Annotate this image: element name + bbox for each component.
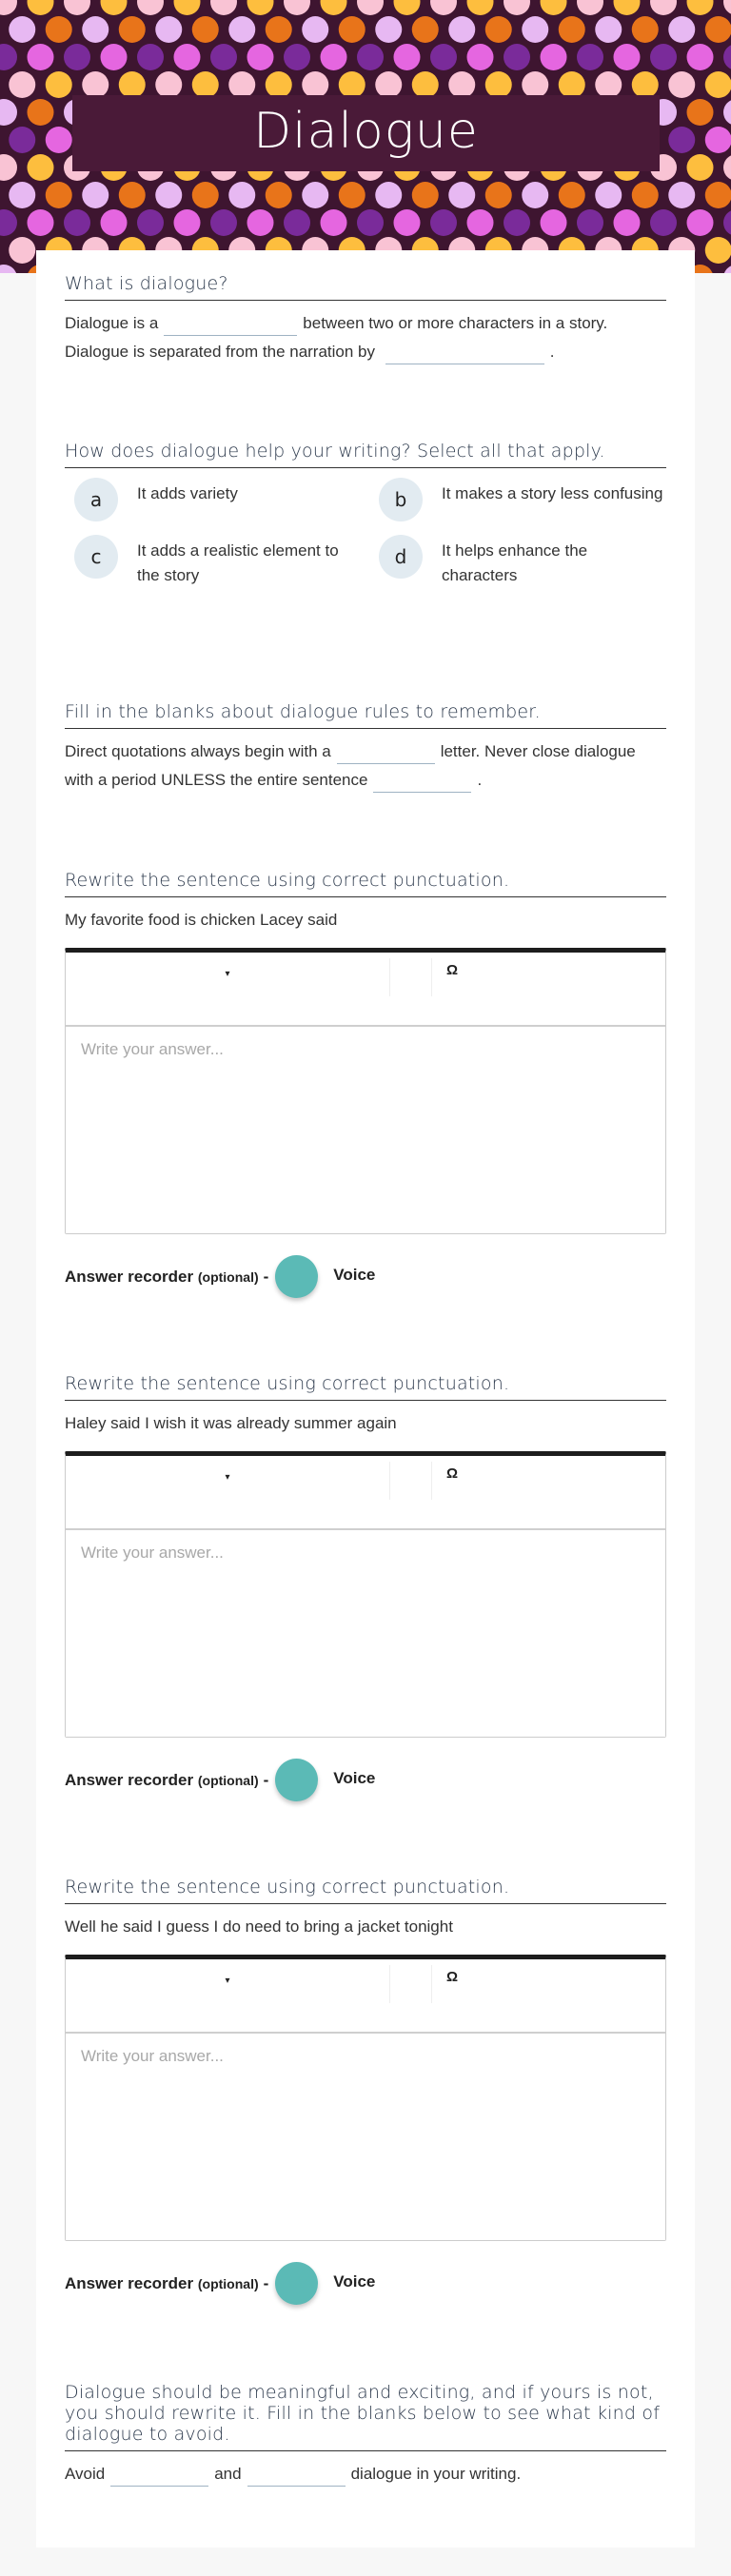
blank-input-2[interactable] — [373, 772, 471, 793]
recorder-dash: - — [263, 1267, 269, 1286]
special-character-icon[interactable]: Ω — [446, 1465, 459, 1482]
option-label: It helps enhance the characters — [442, 541, 588, 584]
section-heading: Rewrite the sentence using correct punctuation. — [65, 1373, 666, 1401]
chevron-down-icon: ▾ — [225, 969, 230, 979]
section-dialogue-rules — [65, 701, 666, 795]
blank-input-1[interactable] — [337, 743, 435, 764]
answer-input[interactable] — [66, 2034, 665, 2240]
option-letter: c — [74, 535, 118, 579]
text-part: between two or more characters in a story. Dialogue is separated from the narration by — [65, 314, 608, 361]
record-voice-button[interactable] — [275, 2262, 318, 2305]
option-label: It adds a realistic element to the story — [137, 541, 339, 584]
title-box — [72, 95, 660, 171]
option-label: It makes a story less confusing — [442, 484, 663, 502]
answer-area — [66, 1027, 665, 1233]
options-grid — [65, 482, 666, 588]
prompt-sentence: Well he said I guess I do need to bring a jacket tonight — [65, 1917, 453, 1936]
format-dropdown[interactable] — [66, 953, 389, 995]
special-character-icon[interactable]: Ω — [446, 1969, 459, 1985]
optional-tag: (optional) — [197, 1268, 259, 1285]
voice-label: Voice — [333, 1768, 376, 1787]
prompt-sentence: Haley said I wish it was already summer again — [65, 1414, 397, 1432]
recorder-label-text: Answer recorder — [65, 1770, 194, 1789]
recorder-label — [65, 2274, 259, 2293]
voice-label: Voice — [333, 1265, 376, 1284]
answer-input[interactable] — [66, 1027, 665, 1233]
worksheet-card — [36, 250, 695, 2547]
toolbar-separator — [389, 1965, 432, 2003]
toolbar-separator — [389, 1462, 432, 1500]
rich-text-editor — [65, 948, 666, 1234]
text-part: . — [549, 343, 555, 361]
answer-recorder — [65, 1255, 666, 1298]
option-letter: a — [74, 478, 118, 521]
section-dialogue-help — [65, 441, 666, 588]
answer-area — [66, 1530, 665, 1737]
section-heading: Fill in the blanks about dialogue rules to remember. — [65, 701, 666, 729]
answer-recorder — [65, 2262, 666, 2305]
editor-toolbar — [66, 1456, 665, 1530]
record-voice-button[interactable] — [275, 1759, 318, 1801]
optional-tag: (optional) — [197, 2275, 259, 2291]
blank-input-2[interactable] — [247, 2466, 346, 2487]
text-part: Dialogue is a — [65, 314, 159, 332]
section-dialogue-to-avoid — [65, 2382, 666, 2488]
answer-input[interactable] — [66, 1530, 665, 1737]
page-title: Dialogue — [253, 103, 479, 160]
section-rewrite-1 — [65, 870, 666, 1298]
section-rewrite-2 — [65, 1373, 666, 1801]
editor-toolbar — [66, 1959, 665, 2034]
text-part: Avoid — [65, 2465, 106, 2483]
option-d[interactable] — [369, 539, 666, 588]
section-heading: Dialogue should be meaningful and exciting, and if yours is not, you should rewrite it. Fill in the blanks below to see what kind of dialogue to avoid. — [65, 2382, 666, 2451]
answer-area — [66, 2034, 665, 2240]
option-letter: d — [379, 535, 423, 579]
text-part: dialogue in your writing. — [350, 2465, 522, 2483]
special-character-icon[interactable]: Ω — [446, 962, 459, 978]
record-voice-button[interactable] — [275, 1255, 318, 1298]
rich-text-editor — [65, 1451, 666, 1738]
section-heading: What is dialogue? — [65, 273, 666, 301]
recorder-dash: - — [263, 1770, 269, 1789]
editor-toolbar — [66, 953, 665, 1027]
format-dropdown[interactable] — [66, 1456, 389, 1499]
recorder-dash: - — [263, 2273, 269, 2292]
section-heading: Rewrite the sentence using correct punctuation. — [65, 1877, 666, 1904]
option-c[interactable] — [65, 539, 362, 588]
answer-recorder — [65, 1759, 666, 1801]
blank-input-1[interactable] — [110, 2466, 208, 2487]
prompt-sentence: My favorite food is chicken Lacey said — [65, 911, 338, 929]
section-heading: How does dialogue help your writing? Select all that apply. — [65, 441, 666, 468]
option-a[interactable] — [65, 482, 362, 521]
recorder-label — [65, 1268, 259, 1287]
optional-tag: (optional) — [197, 1772, 259, 1788]
blank-input-2[interactable] — [385, 344, 544, 364]
section-rewrite-3 — [65, 1877, 666, 2305]
text-part: and — [214, 2465, 242, 2483]
recorder-label-text: Answer recorder — [65, 1267, 194, 1286]
header-banner — [0, 0, 731, 273]
fill-in-text — [65, 309, 666, 366]
option-letter: b — [379, 478, 423, 521]
toolbar-separator — [389, 958, 432, 996]
chevron-down-icon: ▾ — [225, 1976, 230, 1986]
recorder-label-text: Answer recorder — [65, 2273, 194, 2292]
option-label: It adds variety — [137, 484, 238, 502]
text-part: Direct quotations always begin with a — [65, 742, 331, 760]
text-part: letter. Never close dialogue with a period UNLESS the entire sentence — [65, 742, 636, 789]
recorder-label — [65, 1771, 259, 1790]
chevron-down-icon: ▾ — [225, 1472, 230, 1483]
option-b[interactable] — [369, 482, 666, 521]
section-what-is-dialogue — [65, 273, 666, 366]
text-part: . — [477, 771, 483, 789]
fill-in-text — [65, 2460, 666, 2488]
section-heading: Rewrite the sentence using correct punctuation. — [65, 870, 666, 897]
blank-input-1[interactable] — [164, 315, 297, 336]
fill-in-text — [65, 737, 666, 795]
rich-text-editor — [65, 1955, 666, 2241]
format-dropdown[interactable] — [66, 1959, 389, 2002]
voice-label: Voice — [333, 2271, 376, 2291]
